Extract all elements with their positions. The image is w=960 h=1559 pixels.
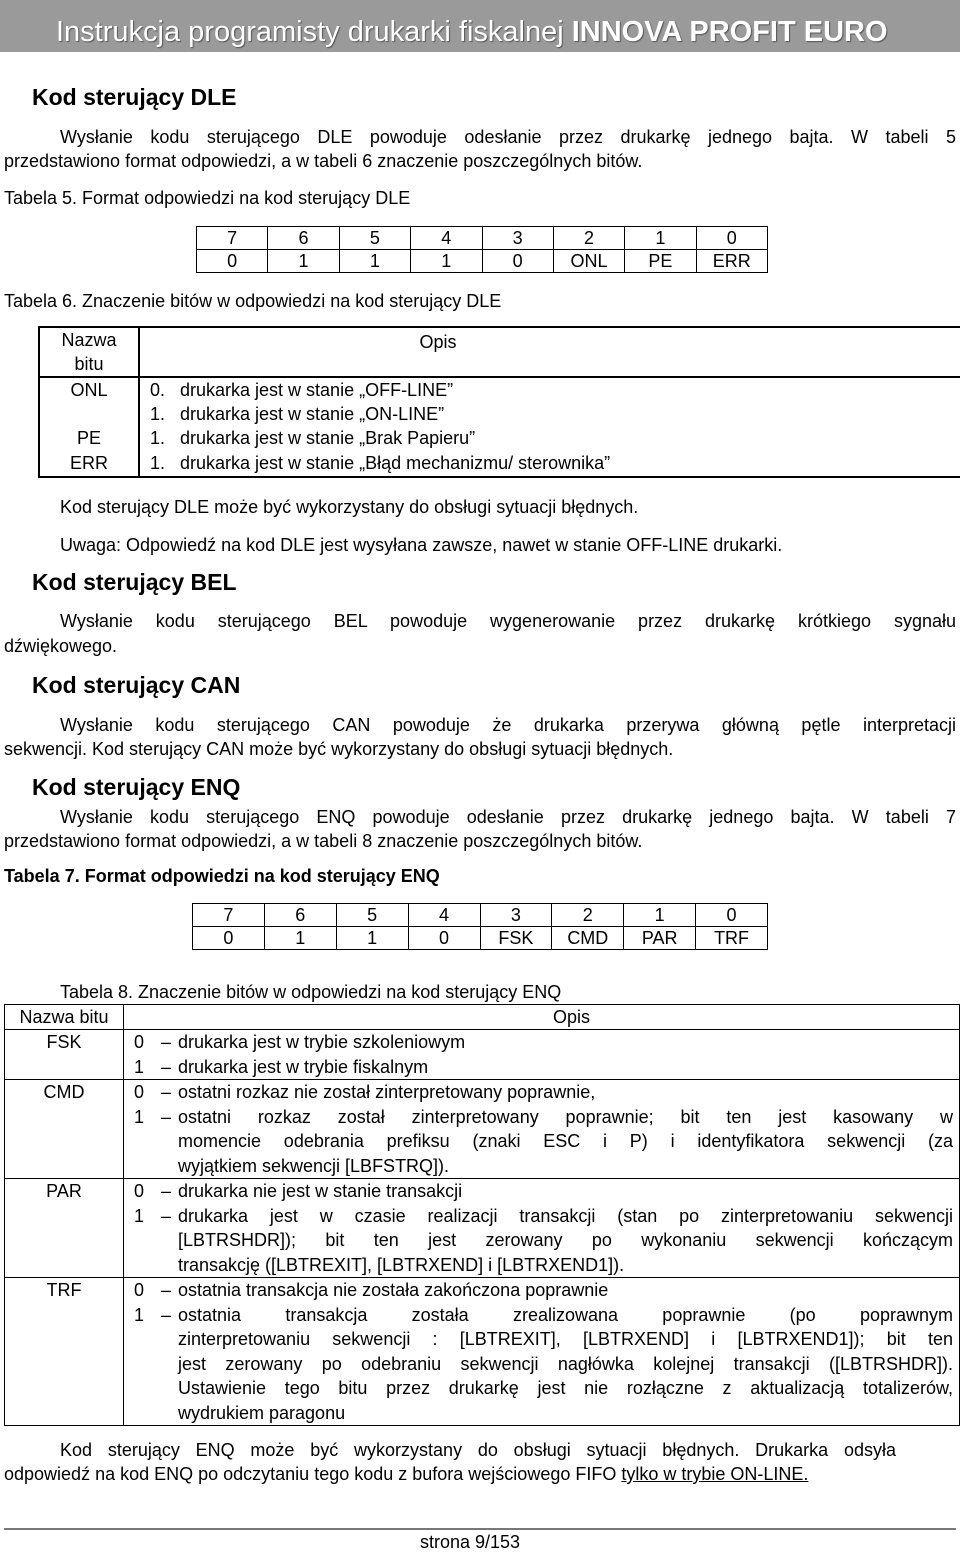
bel-line2: dźwiękowego. [4, 636, 118, 656]
table-cell: TRF [696, 927, 768, 950]
desc-line [140, 402, 960, 426]
desc-num: 1 [134, 1106, 145, 1127]
dash-glyph: – [160, 1082, 171, 1102]
table-cell: ONL [553, 250, 624, 273]
table8-header-row [5, 1005, 960, 1030]
table-cell: 0 [696, 904, 768, 927]
table-cell: PE [625, 250, 696, 273]
table6-col-name-line1: Nazwa [61, 330, 117, 350]
dle-paragraph-line2: przedstawiono format odpowiedzi, a w tabeli 6 znaczenie poszczególnych bitów. [4, 151, 643, 171]
desc-line [124, 1154, 959, 1179]
heading-bel: Kod sterujący BEL [32, 569, 237, 595]
header-title [56, 16, 888, 49]
heading-dle: Kod sterujący DLE [32, 84, 237, 110]
table8-bit-desc [124, 1278, 960, 1426]
table-cell: 2 [552, 904, 624, 927]
table-cell: PAR [624, 927, 696, 950]
table-cell: 4 [408, 904, 480, 927]
table8-bit-name: TRF [5, 1278, 124, 1426]
table-cell: 0 [696, 227, 767, 250]
enq-final-underlined: tylko w trybie ON-LINE. [621, 1464, 809, 1484]
desc-text: ostatni rozkaz nie został zinterpretowany poprawnie, [178, 1082, 596, 1102]
dash-glyph: – [160, 1205, 171, 1226]
desc-num: 0 [134, 1082, 145, 1102]
table6-bit-desc [139, 426, 960, 450]
table6-col-desc: Opis [419, 332, 457, 352]
table7-caption: Tabela 7. Format odpowiedzi na kod sterujący ENQ [4, 866, 440, 886]
desc-num: 1. [150, 428, 166, 448]
table6 [38, 326, 960, 478]
desc-text: [LBTRSHDR]); bit ten jest zerowany po wykonaniu sekwencji kończącym [178, 1230, 953, 1250]
desc-text: transakcję ([LBTREXIT], [LBTRXEND] i [LBTRXEND1]). [178, 1254, 625, 1275]
desc-line [124, 1030, 959, 1055]
table-cell: 1 [624, 904, 696, 927]
page-number: strona 9/153 [420, 1532, 521, 1552]
desc-line [140, 378, 960, 402]
can-line2: sekwencji. Kod sterujący CAN może być wykorzystany do obsługi sytuacji błędnych. [4, 739, 674, 759]
table6-col-name [39, 327, 139, 377]
enq-line2: przedstawiono format odpowiedzi, a w tabeli 8 znaczenie poszczególnych bitów. [4, 831, 643, 851]
desc-text: jest zerowany po odebraniu sekwencji nagłówka kolejnej transakcji ([LBTRSHDR]). [178, 1353, 953, 1374]
table-cell: 6 [268, 227, 339, 250]
table8-col-name: Nazwa bitu [5, 1005, 124, 1030]
desc-line [124, 1376, 959, 1401]
footer-divider [4, 1528, 956, 1530]
enq-final-line2 [4, 1462, 808, 1486]
table-row [5, 1080, 960, 1179]
table-row [5, 1179, 960, 1278]
table8-caption: Tabela 8. Znaczenie bitów w odpowiedzi na kod sterujący ENQ [60, 982, 562, 1002]
table6-col-name-line2: bitu [74, 354, 104, 374]
table5-header-row [197, 227, 768, 250]
desc-num: 0 [134, 1280, 145, 1300]
desc-line [124, 1352, 959, 1377]
table-cell: 1 [264, 927, 336, 950]
table6-bit-name: ONL [39, 377, 139, 426]
desc-text: drukarka jest w trybie szkoleniowym [178, 1032, 466, 1052]
desc-line [124, 1303, 959, 1328]
table-cell: 1 [336, 927, 408, 950]
desc-num: 0 [134, 1181, 145, 1201]
dle-note1: Kod sterujący DLE może być wykorzystany do obsługi sytuacji błędnych. [60, 497, 639, 517]
table6-header-row [39, 327, 960, 377]
desc-text: wyjątkiem sekwencji [LBFSTRQ]). [178, 1155, 450, 1176]
dash-glyph: – [160, 1106, 171, 1127]
desc-line [124, 1253, 959, 1278]
table-cell: 1 [625, 227, 696, 250]
desc-text: wydrukiem paragonu [178, 1402, 346, 1423]
desc-text: drukarka jest w stanie „ON-LINE” [180, 404, 445, 424]
desc-line [124, 1278, 959, 1303]
dash-glyph: – [160, 1032, 171, 1052]
table-cell: 3 [480, 904, 552, 927]
table-cell: FSK [480, 927, 552, 950]
dash-glyph: – [160, 1056, 171, 1077]
table-cell: 7 [193, 904, 265, 927]
table6-bit-name: ERR [39, 450, 139, 477]
desc-text: Ustawienie tego bitu przez drukarkę jest nie rozłączne z aktualizacją totalizerów, [178, 1378, 953, 1398]
desc-text: zinterpretowaniu sekwencji : [LBTREXIT], [LBTRXEND] i [LBTRXEND1]); bit ten [178, 1329, 953, 1349]
desc-line [124, 1055, 959, 1080]
table5-value-row [197, 250, 768, 273]
dash-glyph: – [160, 1304, 171, 1325]
table-cell: ERR [696, 250, 767, 273]
table8 [4, 1004, 960, 1426]
table-row [5, 1278, 960, 1426]
dash-glyph: – [160, 1280, 171, 1300]
enq-line1: Wysłanie kodu sterującego ENQ powoduje odesłanie przez drukarkę jednego bajta. W tabeli 7 [60, 807, 956, 827]
desc-num: 0 [134, 1032, 145, 1052]
table-cell: 5 [339, 227, 410, 250]
table-row [39, 377, 960, 426]
table8-bit-name: PAR [5, 1179, 124, 1278]
desc-text: ostatnia transakcja nie została zakończona poprawnie [178, 1280, 609, 1300]
desc-line [124, 1129, 959, 1154]
desc-num: 1 [134, 1056, 145, 1077]
desc-line [124, 1179, 959, 1204]
desc-num: 0. [150, 380, 166, 400]
table8-bit-name: FSK [5, 1030, 124, 1080]
desc-line [124, 1105, 959, 1130]
heading-can: Kod sterujący CAN [32, 672, 241, 698]
table6-bit-desc [139, 377, 960, 426]
table-cell: 0 [408, 927, 480, 950]
desc-line [140, 426, 960, 450]
table-cell: 6 [264, 904, 336, 927]
table-cell: 7 [197, 227, 268, 250]
page-header [0, 0, 960, 52]
table6-bit-desc [139, 450, 960, 477]
desc-text: ostatnia transakcja została zrealizowana poprawnie (po poprawnym [178, 1304, 953, 1325]
table8-bit-desc [124, 1030, 960, 1080]
table-cell: 1 [339, 250, 410, 273]
desc-line [124, 1080, 959, 1105]
table5 [196, 226, 768, 273]
table-cell: 3 [482, 227, 553, 250]
desc-text: drukarka jest w trybie fiskalnym [178, 1056, 429, 1077]
desc-num: 1. [150, 404, 166, 424]
table6-bit-name: PE [39, 426, 139, 450]
enq-final-line2-text: odpowiedź na kod ENQ po odczytaniu tego kodu z bufora wejściowego FIFO [4, 1464, 622, 1484]
table-cell: 0 [193, 927, 265, 950]
desc-text: momencie odebrania prefiksu (znaki ESC i P) i identyfikatora sekwencji (za [178, 1131, 953, 1151]
desc-line [140, 450, 960, 476]
desc-text: ostatni rozkaz został zinterpretowany poprawnie; bit ten jest kasowany w [178, 1106, 953, 1127]
dle-paragraph-line1: Wysłanie kodu sterującego DLE powoduje odesłanie przez drukarkę jednego bajta. W tabeli 5 [60, 127, 956, 147]
desc-num: 1 [134, 1304, 145, 1325]
table-row [5, 1030, 960, 1080]
table6-caption: Tabela 6. Znaczenie bitów w odpowiedzi na kod sterujący DLE [4, 291, 502, 311]
desc-line [124, 1401, 959, 1426]
table-cell: 0 [482, 250, 553, 273]
table-cell: CMD [552, 927, 624, 950]
desc-text: drukarka jest w stanie „Brak Papieru” [180, 428, 476, 448]
dash-glyph: – [160, 1181, 171, 1201]
enq-final-line1: Kod sterujący ENQ może być wykorzystany do obsługi sytuacji błędnych. Drukarka odsyła [60, 1440, 896, 1460]
table8-bit-desc [124, 1080, 960, 1179]
table-row [39, 426, 960, 450]
header-title-prefix: Instrukcja programisty drukarki fiskalnej [56, 16, 572, 48]
desc-text: drukarka jest w stanie „OFF-LINE” [180, 380, 454, 400]
bel-line1: Wysłanie kodu sterującego BEL powoduje wygenerowanie przez drukarkę krótkiego sygnału [60, 611, 956, 631]
table8-bit-name: CMD [5, 1080, 124, 1179]
table-row [39, 450, 960, 477]
table-cell: 1 [411, 250, 482, 273]
desc-num: 1. [150, 453, 166, 473]
table-cell: 5 [336, 904, 408, 927]
desc-text: drukarka jest w czasie realizacji transakcji (stan po zinterpretowaniu sekwencji [178, 1205, 953, 1226]
desc-num: 1 [134, 1205, 145, 1226]
header-title-product: INNOVA PROFIT EURO [571, 16, 888, 48]
table7-header-row [193, 904, 768, 927]
table7 [192, 903, 768, 950]
table-cell: 4 [411, 227, 482, 250]
desc-line [124, 1204, 959, 1229]
heading-enq: Kod sterujący ENQ [32, 774, 241, 800]
table8-col-desc: Opis [124, 1005, 960, 1030]
desc-line [124, 1327, 959, 1352]
table-cell: 1 [268, 250, 339, 273]
table-cell: 2 [553, 227, 624, 250]
desc-text: drukarka nie jest w stanie transakcji [178, 1181, 463, 1201]
can-line1: Wysłanie kodu sterującego CAN powoduje że drukarka przerywa główną pętle interpretacji [60, 715, 956, 735]
dle-note2: Uwaga: Odpowiedź na kod DLE jest wysyłana zawsze, nawet w stanie OFF-LINE drukarki. [60, 535, 783, 555]
desc-line [124, 1228, 959, 1253]
desc-text: drukarka jest w stanie „Błąd mechanizmu/ sterownika” [180, 453, 611, 473]
table5-caption: Tabela 5. Format odpowiedzi na kod sterujący DLE [4, 188, 411, 208]
table-cell: 0 [197, 250, 268, 273]
table8-bit-desc [124, 1179, 960, 1278]
table7-value-row [193, 927, 768, 950]
